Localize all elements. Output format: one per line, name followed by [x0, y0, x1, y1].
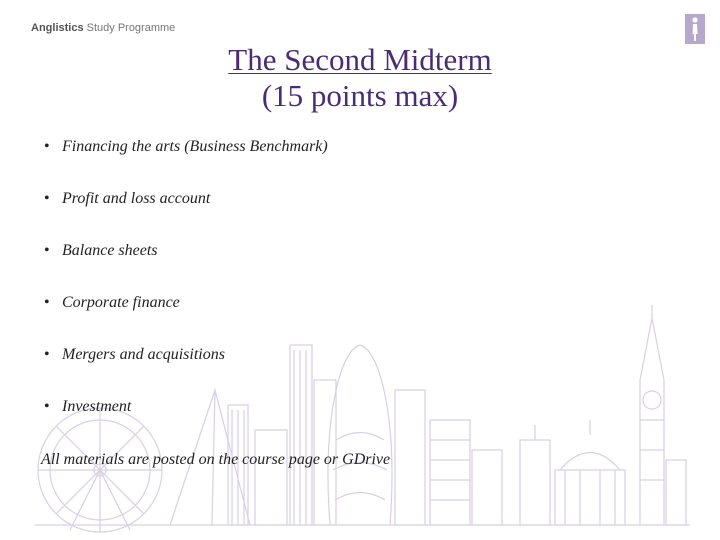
list-item-text: Financing the arts (Business Benchmark) [62, 138, 328, 155]
list-item-text: Corporate finance [62, 294, 180, 311]
list-item [44, 398, 328, 450]
list-item [44, 138, 328, 190]
brand-suffix: Study Programme [83, 22, 176, 34]
bullet-icon: • [44, 190, 50, 207]
bullet-icon: • [44, 294, 50, 311]
list-item-text: Mergers and acquisitions [62, 346, 225, 363]
bullet-icon: • [44, 346, 50, 363]
list-item [44, 294, 328, 346]
list-item-text: Balance sheets [62, 242, 158, 259]
topic-list [44, 138, 328, 450]
title-line-1: The Second Midterm [228, 42, 492, 77]
standing-figure-logo-icon [685, 14, 705, 44]
bullet-icon: • [44, 138, 50, 155]
list-item-text: Profit and loss account [62, 190, 211, 207]
bullet-icon: • [44, 398, 50, 415]
bullet-icon: • [44, 242, 50, 259]
title-line-2: (15 points max) [261, 78, 459, 113]
list-item-text: Investment [62, 398, 132, 415]
list-item [44, 190, 328, 242]
materials-note: All materials are posted on the course page or GDrive [41, 451, 391, 468]
brand-name: Anglistics [31, 22, 84, 34]
list-item [44, 242, 328, 294]
list-item [44, 346, 328, 398]
programme-brand [31, 22, 175, 34]
slide-title [160, 42, 560, 114]
